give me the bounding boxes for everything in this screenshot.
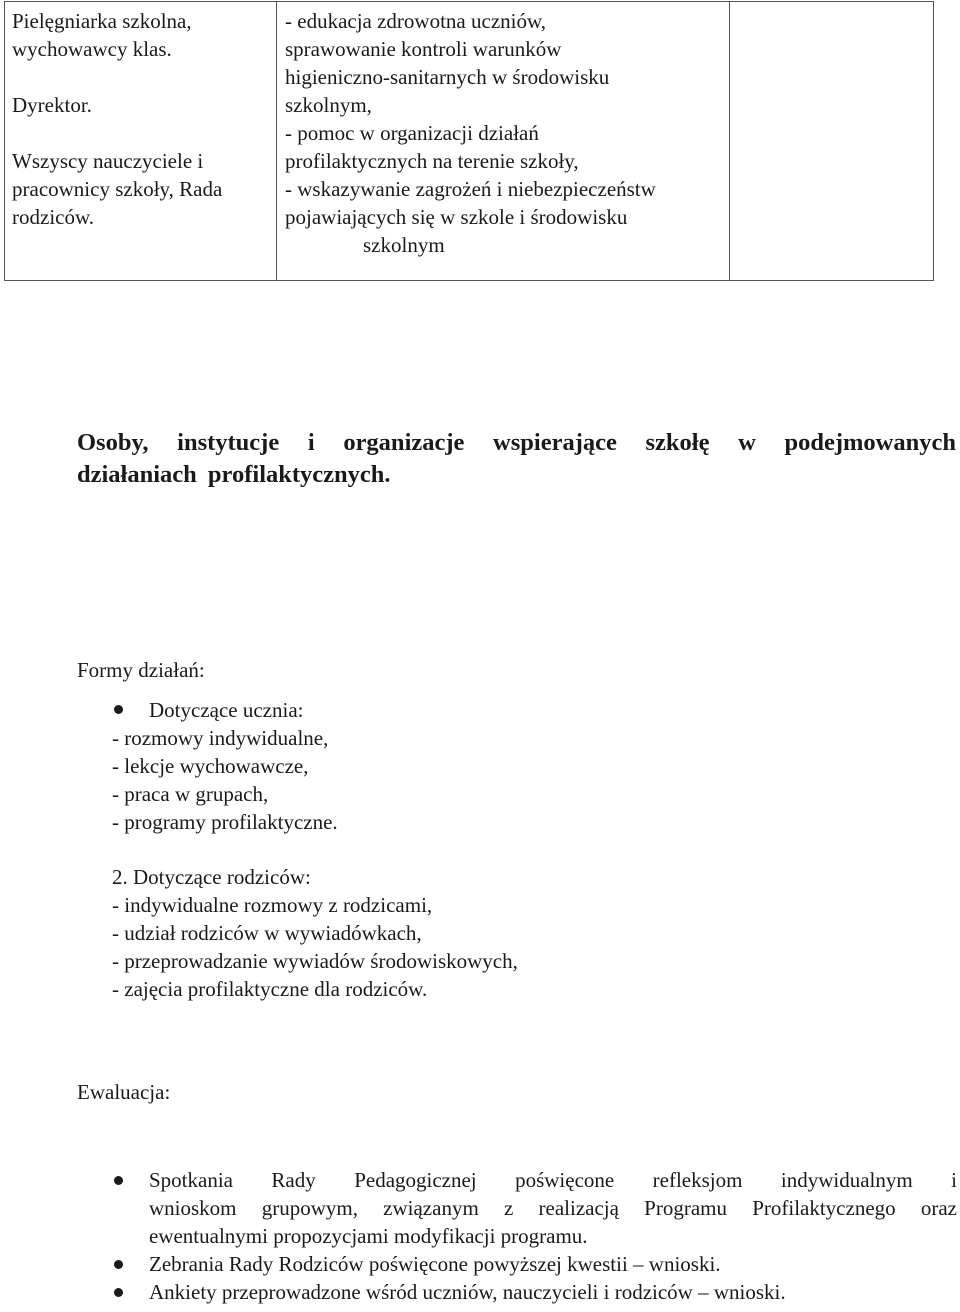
list-item: - praca w grupach, (112, 782, 269, 806)
list-item: - zajęcia profilaktyczne dla rodziców. (112, 977, 428, 1001)
evaluation-label: Ewaluacja: (77, 1080, 171, 1104)
eval-item-line: wnioskom grupowym, związanym z realizacją Programu Profilaktycznego oraz (149, 1196, 957, 1220)
group-student-items (112, 724, 338, 836)
bullet-icon (114, 1176, 123, 1185)
section-heading (77, 427, 956, 491)
cell-line: - edukacja zdrowotna uczniów, (285, 9, 547, 33)
eval-item-line: ewentualnymi propozycjami modyfikacji programu. (149, 1224, 588, 1248)
cell-line: wychowawcy klas. (12, 37, 172, 61)
cell-line: Dyrektor. (12, 93, 92, 117)
bullet-icon (114, 705, 123, 714)
forms-label: Formy działań: (77, 658, 205, 682)
cell-line: szkolnym (363, 233, 445, 257)
eval-item-line: Spotkania Rady Pedagogicznej poświęcone refleksjom indywidualnym i (149, 1168, 957, 1192)
list-item: - lekcje wychowawcze, (112, 754, 309, 778)
cell-line: rodziców. (12, 205, 95, 229)
list-item: - przeprowadzanie wywiadów środowiskowych, (112, 949, 518, 973)
heading-line-1: Osoby, instytucje i organizacje wspierające szkołę w podejmowanych (77, 429, 956, 456)
list-item: - indywidualne rozmowy z rodzicami, (112, 893, 433, 917)
tasks-cell (277, 2, 730, 281)
evaluation-list (149, 1166, 957, 1306)
eval-item-line: Ankiety przeprowadzone wśród uczniów, nauczycieli i rodziców – wnioski. (149, 1280, 786, 1304)
group-parents-title: 2. Dotyczące rodziców: (112, 865, 311, 889)
list-item (149, 1250, 957, 1278)
group-parents (112, 863, 518, 1003)
list-item (149, 1166, 957, 1250)
group-student-title: Dotyczące ucznia: (149, 698, 304, 722)
list-item (149, 1278, 957, 1306)
table-row (5, 2, 934, 281)
cell-line: pojawiających się w szkole i środowisku (285, 205, 628, 229)
cell-line: - wskazywanie zagrożeń i niebezpieczeństw (285, 177, 656, 201)
cell-line: szkolnym, (285, 93, 372, 117)
heading-line-2: działaniach profilaktycznych. (77, 461, 391, 488)
list-item: - programy profilaktyczne. (112, 810, 338, 834)
cell-line: profilaktycznych na terenie szkoły, (285, 149, 579, 173)
responsibility-table (4, 1, 934, 281)
cell-line: Pielęgniarka szkolna, (12, 9, 192, 33)
cell-line: pracownicy szkoły, Rada (12, 177, 223, 201)
cell-line: sprawowanie kontroli warunków (285, 37, 562, 61)
cell-line: - pomoc w organizacji działań (285, 121, 539, 145)
cell-line: Wszyscy nauczyciele i (12, 149, 204, 173)
cell-line: higieniczno-sanitarnych w środowisku (285, 65, 610, 89)
empty-cell (730, 2, 934, 281)
bullet-icon (114, 1288, 123, 1297)
eval-item-line: Zebrania Rady Rodziców poświęcone powyższej kwestii – wnioski. (149, 1252, 721, 1276)
bullet-icon (114, 1260, 123, 1269)
list-item: - rozmowy indywidualne, (112, 726, 329, 750)
list-item: - udział rodziców w wywiadówkach, (112, 921, 422, 945)
responsible-persons-cell (5, 2, 277, 281)
